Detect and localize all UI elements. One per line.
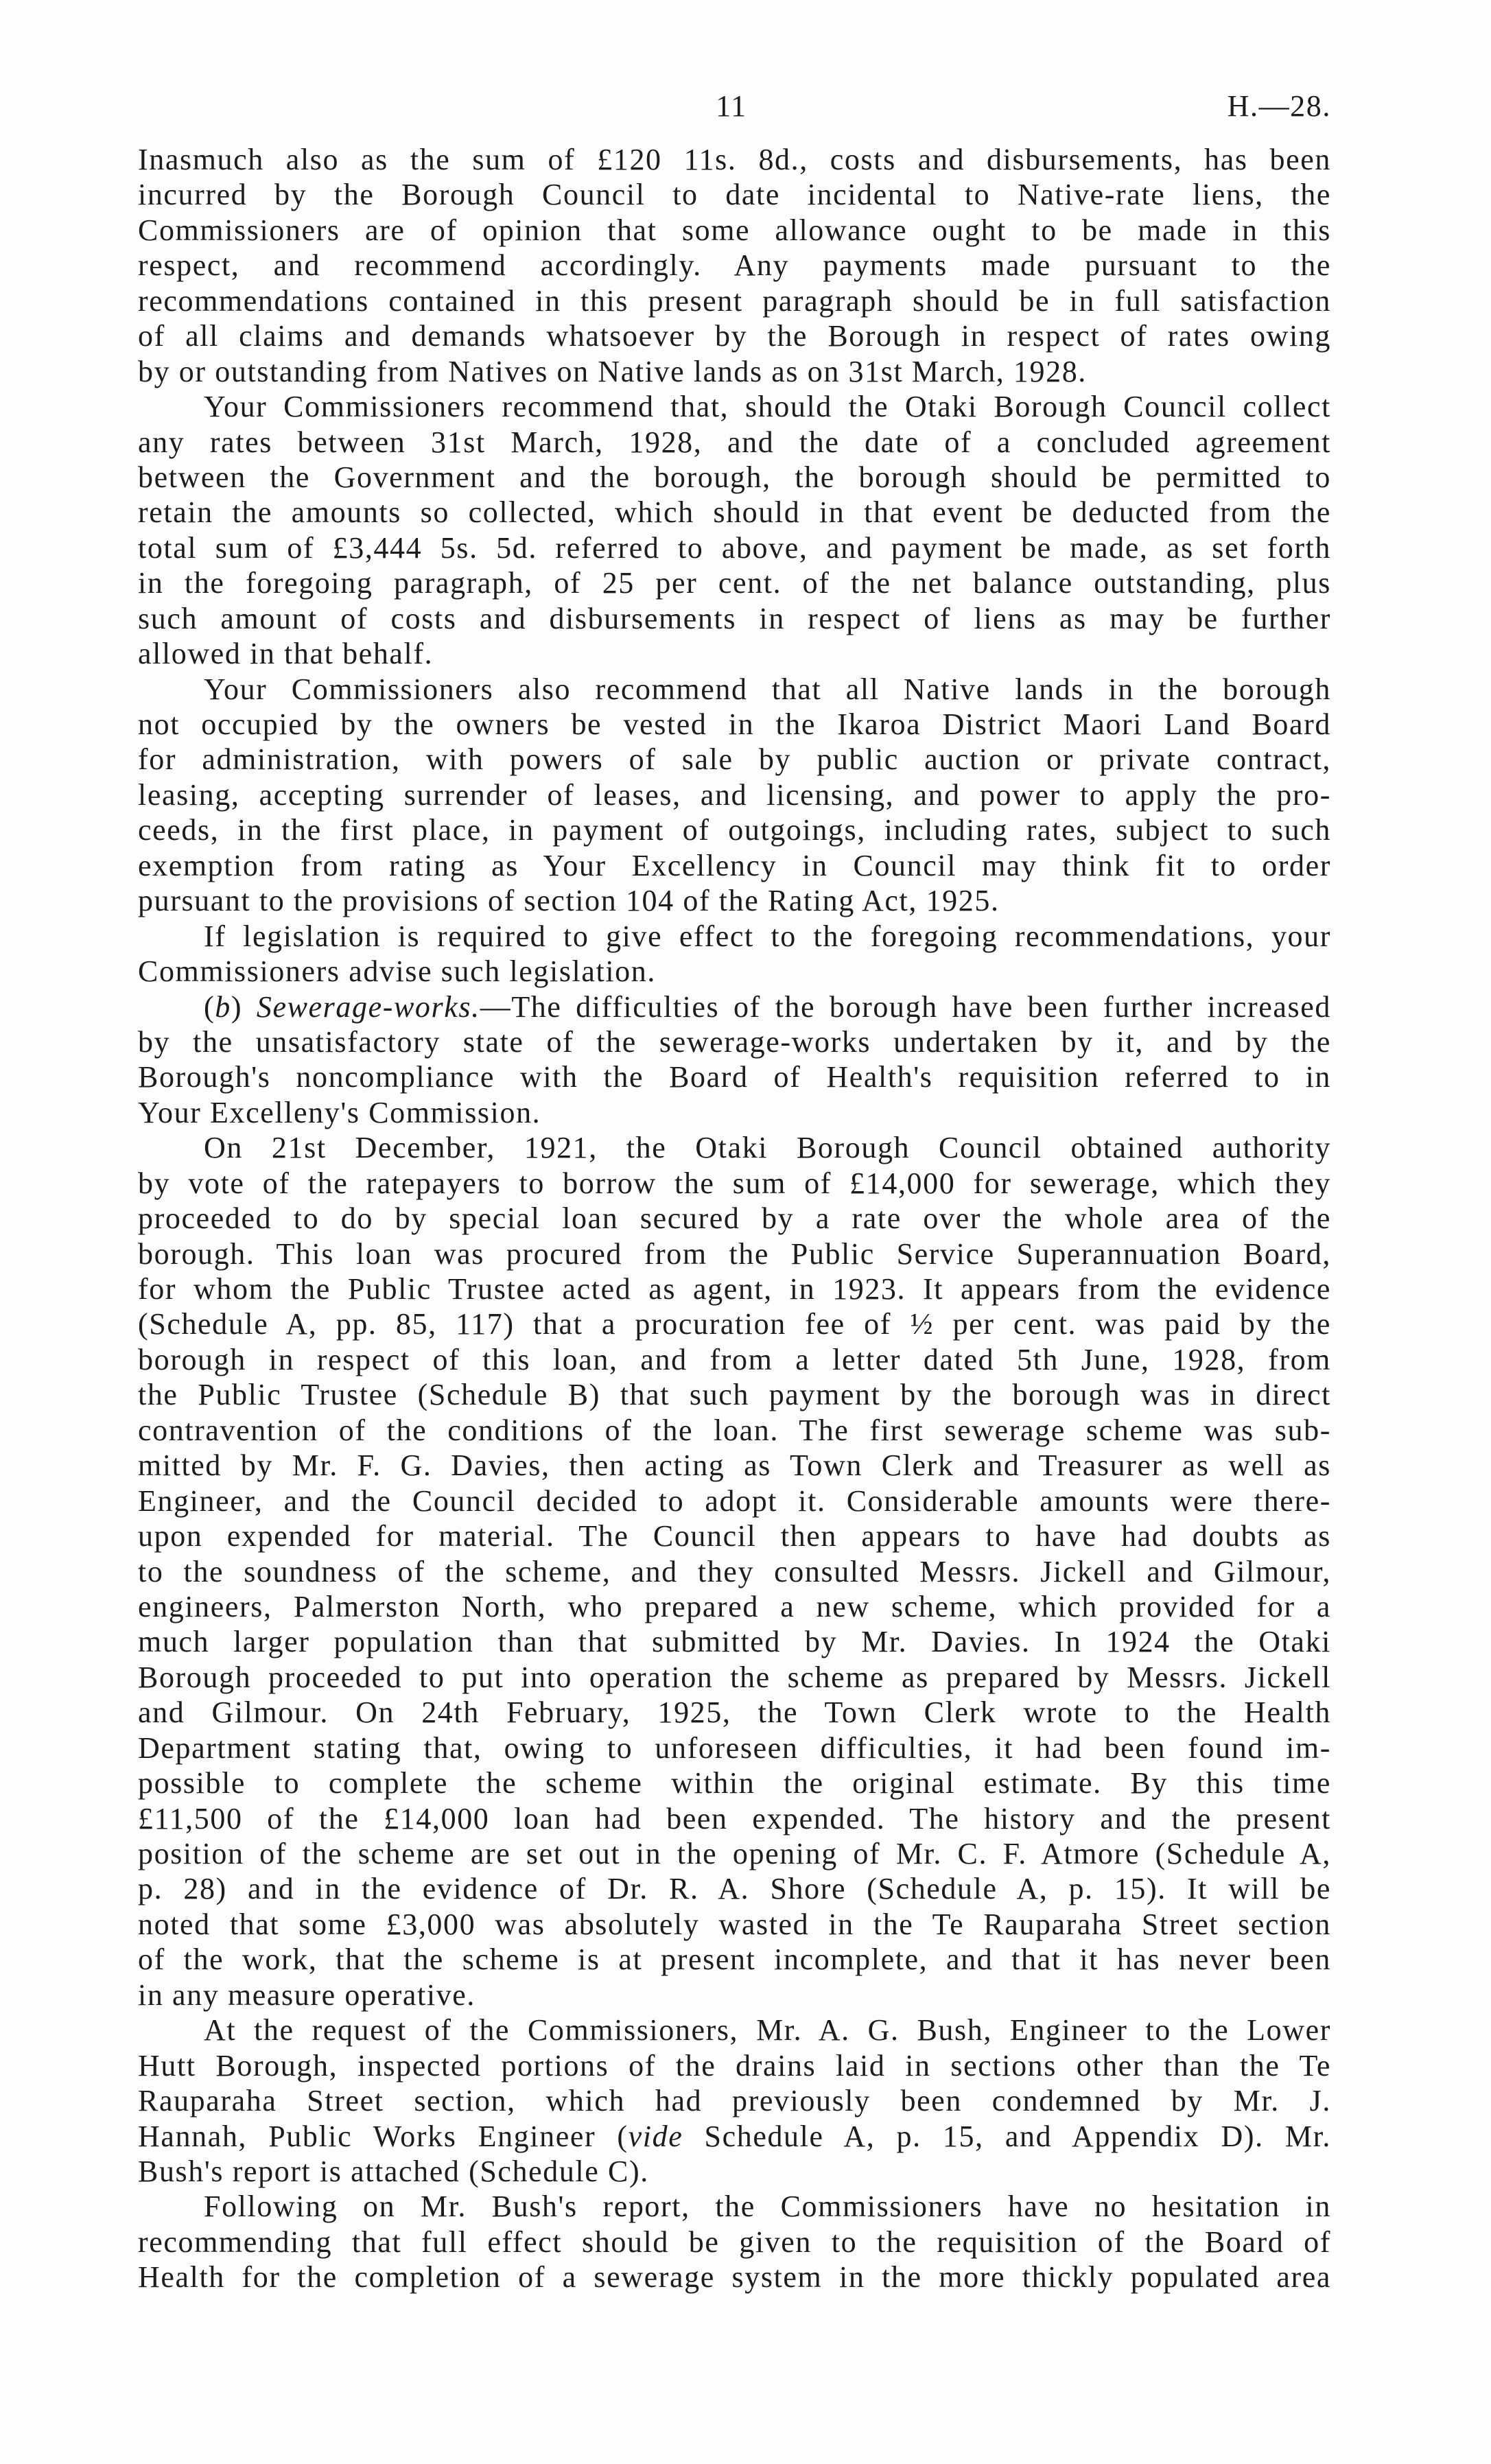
text-line: noted that some £3,000 was absolutely wasted in the Te Rauparaha Street section (138, 1907, 1331, 1941)
paragraph-sewerage-works (138, 989, 1331, 1131)
text-line: ceeds, in the first place, in payment of outgoings, including rates, subject to such (138, 813, 1331, 847)
document-reference: H.—28. (1227, 89, 1331, 123)
text-line: between the Government and the borough, the borough should be permitted to (138, 460, 1331, 494)
text-line: in any measure operative. (138, 1978, 476, 2012)
text-line: respect, and recommend accordingly. Any payments made pursuant to the (138, 248, 1331, 283)
text-line: leasing, accepting surrender of leases, and licensing, and power to apply the pro- (138, 777, 1331, 812)
text-line: upon expended for material. The Council then appears to have had doubts as (138, 1519, 1331, 1553)
text-line: Rauparaha Street section, which had previously been condemned by Mr. J. (138, 2084, 1331, 2118)
section-heading: Sewerage-works. (256, 989, 480, 1024)
text-line (138, 2119, 1331, 2154)
page-number: 11 (716, 89, 747, 123)
text-line: recommendations contained in this present paragraph should be in full satisfaction (138, 283, 1331, 318)
open-paren: ( (204, 989, 215, 1024)
text-line: by vote of the ratepayers to borrow the sum of £14,000 for sewerage, which they (138, 1166, 1331, 1200)
text-line: If legislation is required to give effect to the foregoing recommendations, your (204, 919, 1331, 953)
body-text (138, 142, 1331, 2295)
text-line: possible to complete the scheme within the original estimate. By this time (138, 1766, 1331, 1800)
text-line: pursuant to the provisions of section 104 of the Rating Act, 1925. (138, 884, 1000, 918)
text-line (138, 989, 1331, 1024)
close-paren: ) (231, 989, 243, 1024)
text-line: incurred by the Borough Council to date incidental to Native-rate liens, the (138, 178, 1331, 212)
text-line: £11,500 of the £14,000 loan had been expended. The history and the present (138, 1801, 1331, 1835)
text-line: to the soundness of the scheme, and they consulted Messrs. Jickell and Gilmour, (138, 1554, 1331, 1588)
section-heading-text: —The difficulties of the borough have been further increased (480, 989, 1331, 1024)
text-line: proceeded to do by special loan secured by a rate over the whole area of the (138, 1201, 1331, 1236)
text-line: contravention of the conditions of the loan. The first sewerage scheme was sub- (138, 1413, 1331, 1447)
text-line: engineers, Palmerston North, who prepared a new scheme, which provided for a (138, 1589, 1331, 1623)
text-line: for administration, with powers of sale by public auction or private contract, (138, 742, 1331, 777)
text-line: retain the amounts so collected, which should in that event be deducted from the (138, 495, 1331, 530)
text-line: Department stating that, owing to unforeseen difficulties, it had been found im- (138, 1730, 1331, 1765)
text-line: Inasmuch also as the sum of £120 11s. 8d., costs and disbursements, has been (138, 143, 1331, 176)
text-line: Your Excelleny's Commission. (138, 1095, 541, 1129)
text-line: such amount of costs and disbursements in respect of liens as may be further (138, 601, 1331, 635)
text-line: (Schedule A, pp. 85, 117) that a procuration fee of ½ per cent. was paid by the (138, 1307, 1331, 1341)
text-line: much larger population than that submitted by Mr. Davies. In 1924 the Otaki (138, 1625, 1331, 1659)
text-line: total sum of £3,444 5s. 5d. referred to above, and payment be made, as set forth (138, 530, 1331, 565)
paragraph-legislation (138, 919, 1331, 989)
text-line: for whom the Public Trustee acted as agent, in 1923. It appears from the evidence (138, 1272, 1331, 1306)
text-line: Health for the completion of a sewerage system in the more thickly populated area (138, 2260, 1331, 2295)
paragraph-bush-inspection (138, 2013, 1331, 2189)
paragraph-sewerage-loan-history (138, 1130, 1331, 2013)
text-line: Borough proceeded to put into operation the scheme as prepared by Messrs. Jickell (138, 1660, 1331, 1694)
text-line: At the request of the Commissioners, Mr. A. G. Bush, Engineer to the Lower (204, 2013, 1331, 2048)
text-line: any rates between 31st March, 1928, and the date of a concluded agreement (138, 425, 1331, 459)
text-line: recommending that full effect should be given to the requisition of the Board of (138, 2225, 1331, 2259)
text-line: in the foregoing paragraph, of 25 per cent. of the net balance outstanding, plus (138, 566, 1331, 600)
text-line: Following on Mr. Bush's report, the Commissioners have no hesitation in (204, 2190, 1331, 2224)
latin-term-vide: vide (628, 2119, 683, 2153)
paragraph-costs-allowance (138, 142, 1331, 389)
text-line: borough in respect of this loan, and from a letter dated 5th June, 1928, from (138, 1342, 1331, 1376)
text-line: borough. This loan was procured from the Public Service Superannuation Board, (138, 1236, 1331, 1271)
paragraph-sewerage-recommendation (138, 2189, 1331, 2295)
text-line: allowed in that behalf. (138, 637, 434, 671)
text-line: Engineer, and the Council decided to adopt it. Considerable amounts were there- (138, 1483, 1331, 1518)
text-line: of all claims and demands whatsoever by the Borough in respect of rates owing (138, 319, 1331, 353)
text-line: mitted by Mr. F. G. Davies, then acting as Town Clerk and Treasurer as well as (138, 1448, 1331, 1483)
text-line: position of the scheme are set out in the opening of Mr. C. F. Atmore (Schedule A, (138, 1837, 1331, 1870)
text-line: not occupied by the owners be vested in the Ikaroa District Maori Land Board (138, 707, 1331, 741)
text-line: Borough's noncompliance with the Board of Health's requisition referred to in (138, 1060, 1331, 1094)
text-line: of the work, that the scheme is at present incomplete, and that it has never been (138, 1943, 1331, 1977)
section-item-letter: b (215, 989, 231, 1024)
text-line: Hutt Borough, inspected portions of the drains laid in sections other than the Te (138, 2048, 1331, 2082)
text-line: Your Commissioners also recommend that all Native lands in the borough (204, 672, 1331, 706)
paragraph-rates-collection (138, 389, 1331, 672)
text-line: and Gilmour. On 24th February, 1925, the Town Clerk wrote to the Health (138, 1696, 1331, 1730)
text-line: by the unsatisfactory state of the sewerage-works undertaken by it, and by the (138, 1024, 1331, 1059)
text-segment: Schedule A, p. 15, and Appendix D). Mr. (704, 2119, 1332, 2153)
text-segment: Hannah, Public Works Engineer ( (138, 2119, 629, 2153)
text-line: On 21st December, 1921, the Otaki Borough Council obtained authority (204, 1131, 1331, 1165)
text-line: Bush's report is attached (Schedule C). (138, 2154, 649, 2188)
paragraph-native-lands-vesting (138, 672, 1331, 919)
text-line: Commissioners advise such legislation. (138, 954, 656, 989)
text-line: Commissioners are of opinion that some allowance ought to be made in this (138, 213, 1331, 247)
text-line: p. 28) and in the evidence of Dr. R. A. Shore (Schedule A, p. 15). It will be (138, 1872, 1331, 1906)
text-line: by or outstanding from Natives on Native lands as on 31st March, 1928. (138, 354, 1087, 388)
text-line: Your Commissioners recommend that, should the Otaki Borough Council collect (204, 390, 1331, 424)
text-line: the Public Trustee (Schedule B) that such payment by the borough was in direct (138, 1378, 1331, 1412)
text-line: exemption from rating as Your Excellency in Council may think fit to order (138, 848, 1331, 882)
